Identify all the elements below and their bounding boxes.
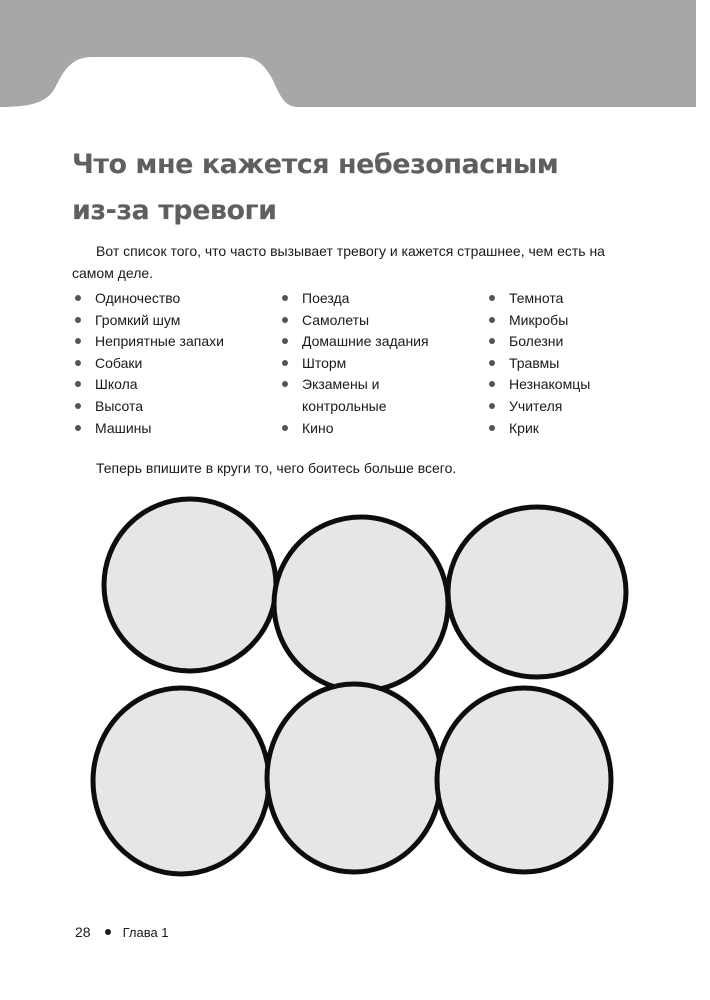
list-item: Крик [486,418,590,440]
list-item: Высота [72,396,224,418]
page-number: 28 [75,924,91,940]
fear-circle-4[interactable] [93,688,269,874]
list-item: Шторм [279,353,429,375]
fear-circle-5[interactable] [267,684,441,872]
list-item: Учителя [486,396,590,418]
chapter-label: Глава 1 [122,925,169,940]
footer-bullet-icon [105,929,111,935]
list-item: Темнота [486,288,590,310]
list-item: Школа [72,374,224,396]
fear-circle-1[interactable] [104,499,276,671]
list-item: Неприятные запахи [72,331,224,353]
list-item: Одиночество [72,288,224,310]
page-footer [75,921,169,944]
list-item: Незнакомцы [486,374,590,396]
instruction-text: Теперь впишите в круги то, чего боитесь больше всего. [96,460,457,476]
list-item: Экзамены и [279,374,429,396]
list-item: Кино [279,418,429,440]
list-item: Машины [72,418,224,440]
fear-circle-6[interactable] [437,688,611,872]
list-item: Болезни [486,331,590,353]
list-item: Домашние задания [279,331,429,353]
intro-paragraph: Вот список того, что часто вызывает тревогу и кажется страшнее, чем есть на самом деле. [72,243,605,281]
page-title-line-2: из-за тревоги [72,195,277,226]
list-item: Громкий шум [72,310,224,332]
fear-circle-2[interactable] [274,517,448,691]
page-title-line-1: Что мне кажется небезопасным [72,149,559,180]
list-item: Травмы [486,353,590,375]
list-item: Самолеты [279,310,429,332]
list-item: Микробы [486,310,590,332]
list-item: Собаки [72,353,224,375]
list-item: Поезда [279,288,429,310]
fear-circle-3[interactable] [448,507,626,677]
list-item-continuation: контрольные [302,397,387,414]
